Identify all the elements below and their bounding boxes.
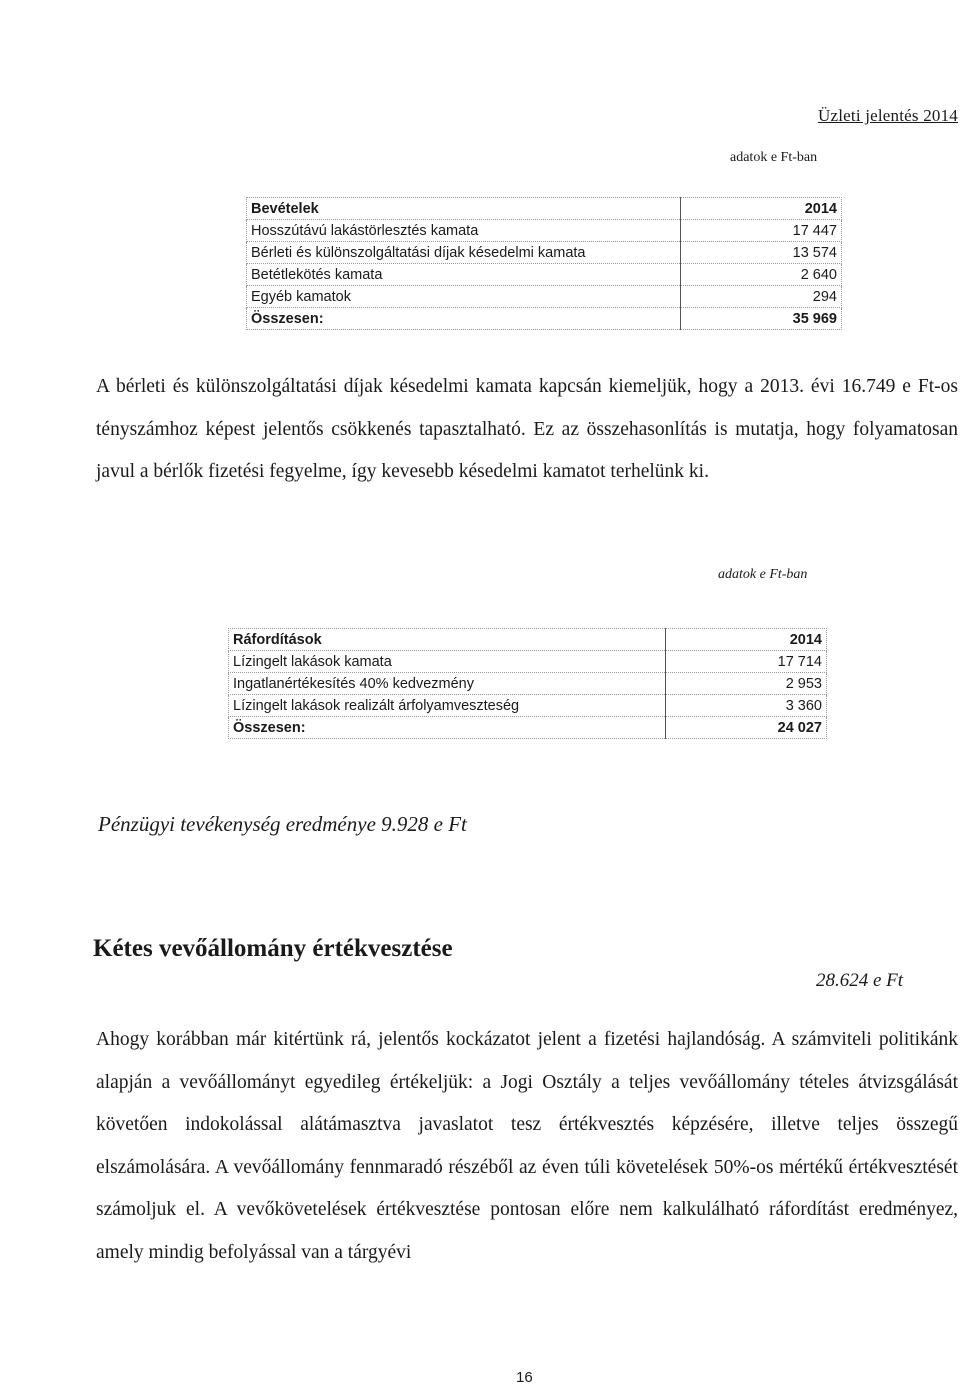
- financial-result-line: Pénzügyi tevékenység eredménye 9.928 e Ft: [98, 812, 467, 836]
- table-header-row: [247, 198, 842, 220]
- row-label: Ingatlanértékesítés 40% kedvezmény: [229, 673, 666, 695]
- table-header-year: 2014: [666, 629, 827, 651]
- row-value: 17 714: [666, 651, 827, 673]
- table-header-label: Ráfordítások: [229, 629, 666, 651]
- table-row: [247, 220, 842, 242]
- receivables-paragraph: Ahogy korábban már kitértünk rá, jelentős kockázatot jelent a fizetési hajlandóság. A számviteli politikánk alapján a vevőállományt egyedileg értékeljük: a Jogi Osztály a teljes vevőállomány tételes átvizsgálását követően indokolással alátámasztva javaslatot tesz értékvesztés képzésére, illetve teljes összegű elszámolására. A vevőállomány fennmaradó részéből az éven túli követelések 50%-os mértékű értékvesztését számoljuk el. A vevőkövetelések értékvesztése pontosan előre nem kalkulálható ráfordítást eredményez, amely mindig befolyással van a tárgyévi: [96, 1029, 958, 1263]
- expenses-table: [228, 628, 827, 739]
- table-total-row: [229, 717, 827, 739]
- row-label: Betétlekötés kamata: [247, 264, 681, 286]
- row-value: 13 574: [681, 242, 842, 264]
- row-label: Egyéb kamatok: [247, 286, 681, 308]
- table-row: [247, 286, 842, 308]
- row-value: 2 640: [681, 264, 842, 286]
- page-number: 16: [516, 1369, 533, 1386]
- row-value: 3 360: [666, 695, 827, 717]
- total-label: Összesen:: [229, 717, 666, 739]
- row-label: Bérleti és különszolgáltatási díjak késedelmi kamata: [247, 242, 681, 264]
- total-label: Összesen:: [247, 308, 681, 330]
- table-row: [229, 651, 827, 673]
- table-header-row: [229, 629, 827, 651]
- row-value: 17 447: [681, 220, 842, 242]
- row-label: Hosszútávú lakástörlesztés kamata: [247, 220, 681, 242]
- row-value: 2 953: [666, 673, 827, 695]
- table1-unit-label: adatok e Ft-ban: [730, 150, 818, 165]
- table2-unit-label: adatok e Ft-ban: [718, 567, 808, 582]
- page-header-title: Üzleti jelentés 2014: [818, 106, 958, 125]
- table-header-label: Bevételek: [247, 198, 681, 220]
- table-total-row: [247, 308, 842, 330]
- row-label: Lízingelt lakások kamata: [229, 651, 666, 673]
- table-header-year: 2014: [681, 198, 842, 220]
- total-value: 24 027: [666, 717, 827, 739]
- table-row: [229, 673, 827, 695]
- table-row: [229, 695, 827, 717]
- row-value: 294: [681, 286, 842, 308]
- interest-explanation-paragraph: A bérleti és különszolgáltatási díjak késedelmi kamata kapcsán kiemeljük, hogy a 2013. évi 16.749 e Ft-os tényszámhoz képest jelentős csökkenés tapasztalható. Ez az összehasonlítás is mutatja, hogy folyamatosan javul a bérlők fizetési fegyelme, így kevesebb késedelmi kamatot terhelünk ki.: [96, 376, 958, 482]
- table-row: [247, 242, 842, 264]
- row-label: Lízingelt lakások realizált árfolyamveszteség: [229, 695, 666, 717]
- revenue-table: [246, 197, 842, 330]
- table-row: [247, 264, 842, 286]
- section-heading: Kétes vevőállomány értékvesztése: [93, 935, 453, 962]
- section-amount: 28.624 e Ft: [816, 970, 904, 991]
- total-value: 35 969: [681, 308, 842, 330]
